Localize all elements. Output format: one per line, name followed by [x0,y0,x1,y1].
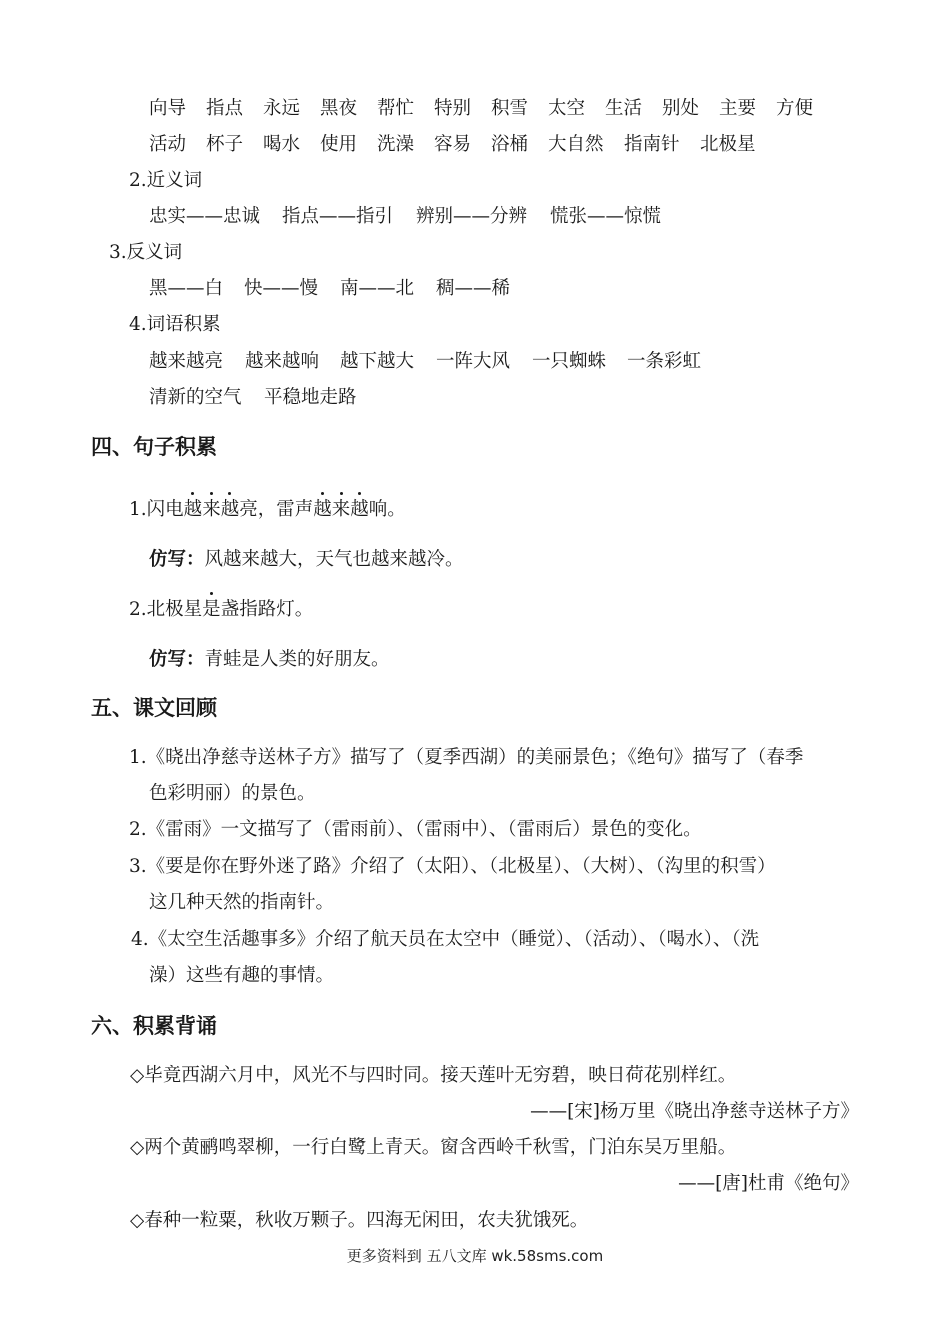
phrase: 越来越亮 [149,351,224,372]
antonym-pair: 快——慢 [244,278,319,299]
emphasized-text: 越来越 [313,499,369,520]
poem-1: ◇毕竟西湖六月中，风光不与四时同。接天莲叶无穷碧，映日荷花别样红。 [130,1065,737,1086]
imitation-1 [149,548,464,572]
imitation-label: 仿写： [149,549,205,570]
vocab-row-1 [149,97,813,121]
word: 杯子 [206,134,244,155]
accumulation-row-2 [149,386,357,410]
word: 洗澡 [377,134,415,155]
word: 帮忙 [377,98,415,119]
word: 黑夜 [320,98,358,119]
footer-link[interactable]: 更多资料到 五八文库 wk.58sms.com [346,1247,604,1265]
review-3: 3.《要是你在野外迷了路》介绍了（太阳）、（北极星）、（大树）、（沟里的积雪） [129,856,776,877]
review-1: 1.《晓出净慈寺送林子方》描写了（夏季西湖）的美丽景色；《绝句》描写了（春季 [129,747,804,768]
poem-1-source: ——[宋]杨万里《晓出净慈寺送林子方》 [530,1101,859,1122]
sentence-text: 响。 [368,499,406,520]
imitation-text: 青蛙是人类的好朋友。 [204,649,390,670]
word: 永远 [263,98,301,119]
poem-2-source: ——[唐]杜甫《绝句》 [678,1173,859,1194]
word: 使用 [320,134,358,155]
vocab-row-2 [149,133,756,157]
synonym-pair: 辨别——分辨 [416,206,528,227]
word: 指南针 [624,134,680,155]
word: 北极星 [700,134,756,155]
phrase: 平稳地走路 [264,387,357,408]
word: 活动 [149,134,187,155]
word: 别处 [662,98,700,119]
word: 喝水 [263,134,301,155]
review-2: 2.《雷雨》一文描写了（雷雨前）、（雷雨中）、（雷雨后）景色的变化。 [129,819,702,840]
word: 主要 [719,98,757,119]
sentence-2 [129,598,313,622]
sentence-text: 盏指路灯。 [220,599,314,620]
emphasized-text: 是 [202,599,221,620]
antonym-pair: 南——北 [340,278,415,299]
emphasis-phrase [184,499,240,520]
sentence-text: 亮，雷声 [239,499,314,520]
accumulation-row-1 [149,350,701,374]
synonym-pair: 忠实——忠诚 [149,206,261,227]
word: 积雪 [491,98,529,119]
word: 太空 [548,98,586,119]
poem-2: ◇两个黄鹂鸣翠柳，一行白鹭上青天。窗含西岭千秋雪，门泊东吴万里船。 [130,1137,737,1158]
sentence-number: 1. [129,499,147,520]
synonyms-title: 2.近义词 [129,170,203,191]
synonym-pair: 指点——指引 [282,206,394,227]
antonym-pair: 稠——稀 [436,278,511,299]
review-3-cont: 这几种天然的指南针。 [149,892,335,913]
accumulation-title: 4.词语积累 [129,314,221,335]
poem-3: ◇春种一粒粟，秋收万颗子。四海无闲田，农夫犹饿死。 [130,1210,589,1231]
word: 生活 [605,98,643,119]
phrase: 越来越响 [245,351,320,372]
imitation-2 [149,648,390,672]
phrase: 一阵大风 [436,351,511,372]
word: 指点 [206,98,244,119]
sentence-text: 闪电 [146,499,184,520]
imitation-label: 仿写： [149,649,205,670]
synonym-pair: 慌张——惊慌 [550,206,662,227]
emphasis-phrase [202,599,221,620]
sentence-text: 北极星 [146,599,203,620]
phrase: 一条彩虹 [627,351,702,372]
section-4-heading: 四、句子积累 [91,435,217,459]
review-1-cont: 色彩明丽）的景色。 [149,783,316,804]
word: 浴桶 [491,134,529,155]
word: 大自然 [548,134,604,155]
sentence-number: 2. [129,599,147,620]
imitation-text: 风越来越大，天气也越来越冷。 [204,549,464,570]
word: 方便 [776,98,814,119]
phrase: 一只蜘蛛 [532,351,607,372]
section-5-heading: 五、课文回顾 [91,696,217,720]
word: 容易 [434,134,472,155]
emphasized-text: 越来越 [183,499,240,520]
section-6-heading: 六、积累背诵 [91,1014,217,1038]
phrase: 越下越大 [340,351,415,372]
sentence-1 [129,498,406,522]
review-4: 4.《太空生活趣事多》介绍了航天员在太空中（睡觉）、（活动）、（喝水）、（洗 [131,929,760,950]
review-4-cont: 澡）这些有趣的事情。 [149,965,335,986]
emphasis-phrase [313,499,369,520]
antonyms-row [149,277,510,301]
synonyms-row [149,205,661,229]
antonym-pair: 黑——白 [149,278,224,299]
phrase: 清新的空气 [149,387,242,408]
antonyms-title: 3.反义词 [109,242,183,263]
word: 向导 [149,98,187,119]
word: 特别 [434,98,472,119]
